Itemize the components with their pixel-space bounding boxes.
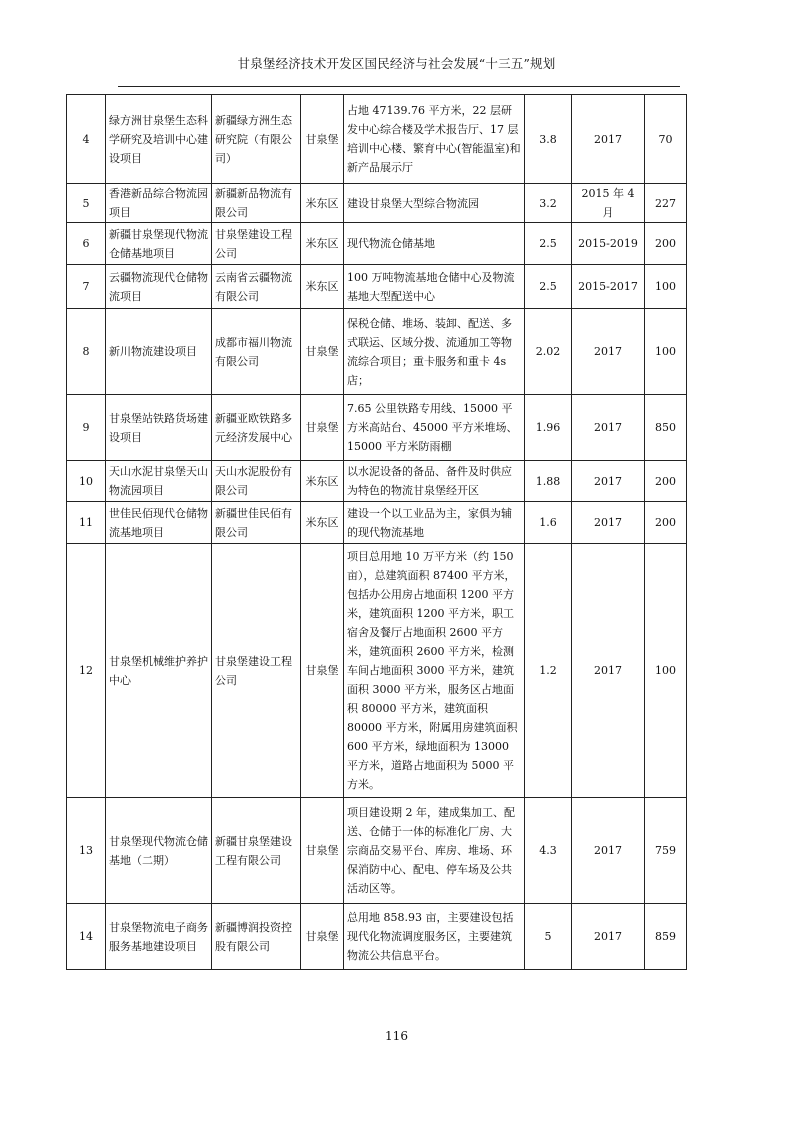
- investment-cell: 1.6: [525, 502, 572, 544]
- construction-content-cell: 建设一个以工业品为主，家俱为辅的现代物流基地: [344, 502, 525, 544]
- organization-cell: 甘泉堡建设工程公司: [212, 544, 301, 798]
- construction-content-cell: 保税仓储、堆场、装卸、配送、多式联运、区域分拨、流通加工等物流综合项目；重卡服务和重卡 4s 店；: [344, 309, 525, 395]
- organization-cell: 新疆新品物流有限公司: [212, 184, 301, 223]
- row-number-cell: 14: [67, 904, 106, 970]
- investment-cell: 1.2: [525, 544, 572, 798]
- table-row: [67, 461, 687, 502]
- location-cell: 米东区: [301, 502, 344, 544]
- year-cell: 2017: [572, 395, 645, 461]
- page-number: 116: [385, 1029, 408, 1043]
- year-cell: 2017: [572, 461, 645, 502]
- year-cell: 2015-2019: [572, 223, 645, 265]
- organization-cell: 云南省云疆物流有限公司: [212, 265, 301, 309]
- location-cell: 米东区: [301, 223, 344, 265]
- project-name-cell: 甘泉堡现代物流仓储基地（二期）: [106, 798, 212, 904]
- construction-content-cell: 现代物流仓储基地: [344, 223, 525, 265]
- jobs-cell: 859: [645, 904, 687, 970]
- investment-cell: 4.3: [525, 798, 572, 904]
- location-cell: 米东区: [301, 461, 344, 502]
- row-number-cell: 8: [67, 309, 106, 395]
- project-name-cell: 新川物流建设项目: [106, 309, 212, 395]
- year-cell: 2017: [572, 904, 645, 970]
- investment-cell: 1.88: [525, 461, 572, 502]
- row-number-cell: 6: [67, 223, 106, 265]
- construction-content-cell: 100 万吨物流基地仓储中心及物流基地大型配送中心: [344, 265, 525, 309]
- organization-cell: 甘泉堡建设工程公司: [212, 223, 301, 265]
- organization-cell: 新疆亚欧铁路多元经济发展中心: [212, 395, 301, 461]
- construction-content-cell: 项目建设期 2 年，建成集加工、配送、仓储于一体的标准化厂房、大宗商品交易平台、库房、堆场、环保消防中心、配电、停车场及公共活动区等。: [344, 798, 525, 904]
- table-row: [67, 395, 687, 461]
- organization-cell: 天山水泥股份有限公司: [212, 461, 301, 502]
- project-name-cell: 新疆甘泉堡现代物流仓储基地项目: [106, 223, 212, 265]
- table-row: [67, 502, 687, 544]
- year-cell: 2017: [572, 798, 645, 904]
- table-row: [67, 184, 687, 223]
- table-row: [67, 798, 687, 904]
- year-cell: 2017: [572, 502, 645, 544]
- organization-cell: 成都市福川物流有限公司: [212, 309, 301, 395]
- location-cell: 甘泉堡: [301, 395, 344, 461]
- year-cell: 2017: [572, 544, 645, 798]
- year-cell: 2017: [572, 309, 645, 395]
- jobs-cell: 100: [645, 309, 687, 395]
- project-table: [66, 94, 687, 970]
- investment-cell: 2.5: [525, 223, 572, 265]
- row-number-cell: 5: [67, 184, 106, 223]
- construction-content-cell: 项目总用地 10 万平方米（约 150 亩），总建筑面积 87400 平方米，包括办公用房占地面积 1200 平方米，建筑面积 1200 平方米，职工宿舍及餐厅占地面积 2600 平方米，建筑面积 2600 平方米，检测车间占地面积 3000 平方米，建筑面积 3000 平方米，服务区占地面积 80000 平方米，建筑面积 80000 平方米，附属用房建筑面积 600 平方米，绿地面积为 13000 平方米，道路占地面积为 5000 平方米。: [344, 544, 525, 798]
- project-name-cell: 香港新品综合物流园项目: [106, 184, 212, 223]
- investment-cell: 2.5: [525, 265, 572, 309]
- location-cell: 甘泉堡: [301, 798, 344, 904]
- project-name-cell: 绿方洲甘泉堡生态科学研究及培训中心建设项目: [106, 95, 212, 184]
- construction-content-cell: 7.65 公里铁路专用线、15000 平方米高站台、45000 平方米堆场、15000 平方米防雨棚: [344, 395, 525, 461]
- location-cell: 甘泉堡: [301, 904, 344, 970]
- row-number-cell: 7: [67, 265, 106, 309]
- row-number-cell: 12: [67, 544, 106, 798]
- organization-cell: 新疆甘泉堡建设工程有限公司: [212, 798, 301, 904]
- table-row: [67, 95, 687, 184]
- organization-cell: 新疆绿方洲生态研究院（有限公司）: [212, 95, 301, 184]
- project-name-cell: 世佳民佰现代仓储物流基地项目: [106, 502, 212, 544]
- investment-cell: 1.96: [525, 395, 572, 461]
- investment-cell: 3.8: [525, 95, 572, 184]
- row-number-cell: 11: [67, 502, 106, 544]
- jobs-cell: 227: [645, 184, 687, 223]
- investment-cell: 3.2: [525, 184, 572, 223]
- jobs-cell: 200: [645, 461, 687, 502]
- project-name-cell: 天山水泥甘泉堡天山物流园项目: [106, 461, 212, 502]
- investment-cell: 5: [525, 904, 572, 970]
- construction-content-cell: 建设甘泉堡大型综合物流园: [344, 184, 525, 223]
- table-row: [67, 265, 687, 309]
- construction-content-cell: 以水泥设备的备品、备件及时供应为特色的物流甘泉堡经开区: [344, 461, 525, 502]
- jobs-cell: 759: [645, 798, 687, 904]
- location-cell: 米东区: [301, 184, 344, 223]
- organization-cell: 新疆世佳民佰有限公司: [212, 502, 301, 544]
- jobs-cell: 100: [645, 265, 687, 309]
- location-cell: 甘泉堡: [301, 95, 344, 184]
- construction-content-cell: 总用地 858.93 亩，主要建设包括现代化物流调度服务区，主要建筑物流公共信息平台。: [344, 904, 525, 970]
- project-name-cell: 甘泉堡站铁路货场建设项目: [106, 395, 212, 461]
- investment-cell: 2.02: [525, 309, 572, 395]
- jobs-cell: 70: [645, 95, 687, 184]
- organization-cell: 新疆博润投资控股有限公司: [212, 904, 301, 970]
- location-cell: 甘泉堡: [301, 309, 344, 395]
- year-cell: 2015-2017: [572, 265, 645, 309]
- jobs-cell: 100: [645, 544, 687, 798]
- table-row: [67, 309, 687, 395]
- jobs-cell: 850: [645, 395, 687, 461]
- year-cell: 2015 年 4 月: [572, 184, 645, 223]
- row-number-cell: 10: [67, 461, 106, 502]
- table-row: [67, 223, 687, 265]
- row-number-cell: 13: [67, 798, 106, 904]
- year-cell: 2017: [572, 95, 645, 184]
- jobs-cell: 200: [645, 502, 687, 544]
- location-cell: 甘泉堡: [301, 544, 344, 798]
- location-cell: 米东区: [301, 265, 344, 309]
- project-name-cell: 甘泉堡机械维护养护中心: [106, 544, 212, 798]
- project-name-cell: 甘泉堡物流电子商务服务基地建设项目: [106, 904, 212, 970]
- table-row: [67, 544, 687, 798]
- header-divider: [118, 86, 680, 87]
- jobs-cell: 200: [645, 223, 687, 265]
- row-number-cell: 9: [67, 395, 106, 461]
- table-row: [67, 904, 687, 970]
- construction-content-cell: 占地 47139.76 平方米，22 层研发中心综合楼及学术报告厅、17 层培训中心楼、繁育中心(智能温室)和新产品展示厅: [344, 95, 525, 184]
- project-name-cell: 云疆物流现代仓储物流项目: [106, 265, 212, 309]
- document-header-title: 甘泉堡经济技术开发区国民经济与社会发展“十三五”规划: [237, 56, 556, 71]
- row-number-cell: 4: [67, 95, 106, 184]
